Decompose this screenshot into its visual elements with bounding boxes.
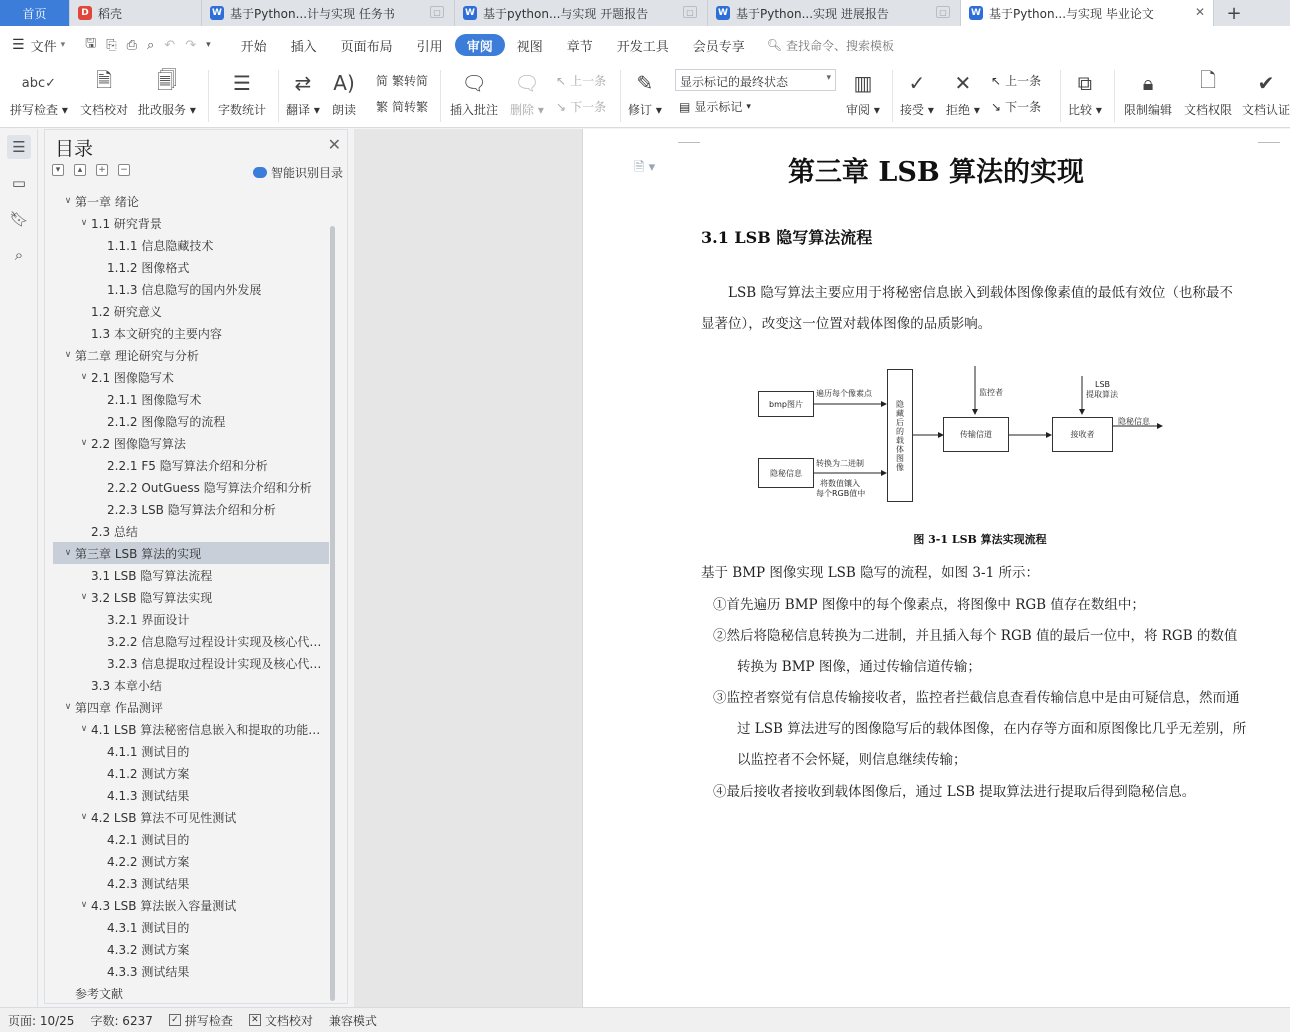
word-doc-icon: W bbox=[463, 6, 477, 20]
collapse-all-icon[interactable]: ▾ bbox=[52, 164, 64, 176]
markup-state-select[interactable] bbox=[675, 69, 836, 91]
toc-item[interactable] bbox=[53, 872, 329, 894]
toc-item-label: 第三章 LSB 算法的实现 bbox=[75, 546, 202, 561]
trad-to-simp-button[interactable] bbox=[376, 72, 428, 89]
simp-trad-icon: 繁 bbox=[376, 100, 389, 114]
toc-item[interactable] bbox=[53, 652, 329, 674]
menu-references[interactable]: 引用 bbox=[416, 39, 443, 55]
toc-item-label: 1.1 研究背景 bbox=[91, 216, 162, 231]
figure-caption[interactable]: 图 3-1 LSB 算法实现流程 bbox=[913, 533, 1047, 546]
toc-item[interactable] bbox=[53, 432, 329, 454]
robot-icon bbox=[253, 167, 267, 178]
expand-chevron-icon[interactable]: ∨ bbox=[80, 438, 88, 448]
traverse-label: 遍历每个像素点 bbox=[816, 389, 872, 398]
expand-chevron-icon[interactable]: ∨ bbox=[80, 592, 88, 602]
doc-rights-icon: 🗋 bbox=[1199, 68, 1217, 92]
print-preview-icon[interactable]: ⌕ bbox=[147, 37, 155, 53]
toc-item[interactable] bbox=[53, 982, 329, 1004]
command-search[interactable] bbox=[767, 37, 894, 54]
trad-to-simp-label: 繁转简 bbox=[392, 74, 429, 88]
toc-item[interactable] bbox=[53, 718, 329, 740]
toc-item-label: 3.3 本章小结 bbox=[91, 678, 162, 693]
quick-access-toolbar bbox=[85, 34, 211, 56]
customize-icon[interactable]: ▾ bbox=[206, 40, 211, 50]
toc-item-label: 1.1.2 图像格式 bbox=[107, 260, 190, 275]
toc-item-label: 第一章 绪论 bbox=[75, 194, 139, 209]
word-doc-icon: W bbox=[716, 6, 730, 20]
tab-label: 基于Python...计与实现 任务书 bbox=[230, 6, 395, 21]
toc-tools bbox=[52, 164, 130, 176]
comment-add-icon: 🗨 bbox=[461, 71, 487, 95]
toc-item[interactable] bbox=[53, 828, 329, 850]
lsb-label: LSB bbox=[1095, 380, 1111, 389]
prev-comment-label: 上一条 bbox=[570, 74, 607, 88]
bookmark-icon[interactable]: 🔖︎ bbox=[9, 210, 29, 228]
word-count-label: 字数统计 bbox=[218, 103, 267, 117]
status-bar bbox=[0, 1007, 1290, 1032]
spell-check-toggle[interactable] bbox=[169, 1012, 233, 1029]
next-comment-icon: ↘ bbox=[556, 99, 567, 114]
toc-item-label: 1.1.3 信息隐写的国内外发展 bbox=[107, 282, 262, 297]
close-icon[interactable]: ✕ bbox=[1194, 5, 1205, 19]
toc-item[interactable] bbox=[53, 520, 329, 542]
lock-doc-icon: 🔒︎ bbox=[1142, 71, 1154, 95]
review-pane-icon: ▥ bbox=[853, 71, 873, 95]
markup-state-value: 显示标记的最终状态 bbox=[680, 75, 789, 89]
insert-comment-label: 插入批注 bbox=[450, 103, 499, 117]
menu-start[interactable]: 开始 bbox=[240, 39, 267, 55]
read-aloud-icon: A) bbox=[333, 71, 355, 95]
toc-item[interactable] bbox=[53, 894, 329, 916]
trad-simp-icon: 简 bbox=[376, 74, 389, 88]
toc-item-label: 4.2.2 测试方案 bbox=[107, 854, 190, 869]
word-count-icon: ☰ bbox=[233, 71, 251, 95]
restrict-edit-label: 限制编辑 bbox=[1124, 103, 1173, 117]
toc-item[interactable] bbox=[53, 608, 329, 630]
prev-change-button[interactable] bbox=[991, 72, 1041, 89]
toc-item[interactable] bbox=[53, 212, 329, 234]
toc-item-label: 4.1.2 测试方案 bbox=[107, 766, 190, 781]
toc-item-label: 4.1 LSB 算法秘密信息嵌入和提取的功能… bbox=[91, 722, 321, 737]
toc-item-label: 2.2 图像隐写算法 bbox=[91, 436, 186, 451]
page-options-icon[interactable]: 🗎 ▾ bbox=[634, 160, 656, 175]
page-indicator[interactable]: 页面: 10/25 bbox=[8, 1013, 75, 1028]
toc-item-label: 4.3 LSB 算法嵌入容量测试 bbox=[91, 898, 237, 913]
doc-cert-icon: ✔ bbox=[1257, 71, 1275, 95]
toc-item-label: 4.2.1 测试目的 bbox=[107, 832, 190, 847]
close-icon[interactable]: ✕ bbox=[327, 135, 341, 154]
extract-algo-label: 提取算法 bbox=[1086, 390, 1118, 399]
expand-chevron-icon[interactable]: ∨ bbox=[64, 548, 72, 558]
next-change-label: 下一条 bbox=[1005, 100, 1042, 114]
doc-proof-status-label: 文档校对 bbox=[264, 1013, 313, 1028]
toc-title: 目录 bbox=[55, 138, 94, 160]
redo-icon[interactable]: ↷ bbox=[185, 37, 197, 53]
toc-item-label: 4.3.2 测试方案 bbox=[107, 942, 190, 957]
toc-item[interactable] bbox=[53, 674, 329, 696]
tab-label: 基于Python...与实现 毕业论文 bbox=[989, 6, 1154, 21]
menu-page-layout[interactable]: 页面布局 bbox=[340, 39, 393, 55]
expand-chevron-icon[interactable]: ∨ bbox=[80, 724, 88, 734]
expand-chevron-icon[interactable]: ∨ bbox=[80, 218, 88, 228]
margin-mark bbox=[678, 142, 700, 143]
tab-label: 基于python...与实现 开题报告 bbox=[483, 6, 649, 21]
simp-to-trad-label: 简转繁 bbox=[392, 100, 429, 114]
search-icon[interactable]: ⌕ bbox=[14, 246, 24, 264]
expand-chevron-icon[interactable]: ∨ bbox=[80, 812, 88, 822]
toc-item[interactable] bbox=[53, 960, 329, 982]
chapter-heading[interactable]: 第三章 LSB 算法的实现 bbox=[787, 157, 1085, 188]
translate-button[interactable]: ⇄ 翻译 ▾ bbox=[286, 68, 320, 118]
expand-chevron-icon[interactable]: ∨ bbox=[80, 372, 88, 382]
step-3-line-cont[interactable]: 以监控者不会怀疑，则信息继续传输； bbox=[737, 752, 967, 768]
doc-cert-label: 文档认证 bbox=[1242, 103, 1290, 117]
spell-check-button[interactable]: abc✓ 拼写检查 ▾ bbox=[10, 68, 68, 118]
toc-item-label: 3.2.1 界面设计 bbox=[107, 612, 190, 627]
toc-item-label: 3.1 LSB 隐写算法流程 bbox=[91, 568, 213, 583]
tab-close-icon[interactable]: ▢ bbox=[430, 6, 444, 18]
word-doc-icon: W bbox=[210, 6, 224, 20]
toc-item-label: 3.2.2 信息隐写过程设计实现及核心代… bbox=[107, 634, 322, 649]
chevron-down-icon: ▾ bbox=[746, 101, 751, 112]
toc-item-label: 4.2 LSB 算法不可见性测试 bbox=[91, 810, 237, 825]
step-3-line[interactable]: ③监控者察觉有信息传输接收者，监控者拦截信息查看传输信息中是由可疑信息，然而通 bbox=[713, 690, 1240, 706]
toc-item-label: 2.3 总结 bbox=[91, 524, 138, 539]
delete-comment-label: 删除 bbox=[510, 103, 535, 117]
toc-item[interactable] bbox=[53, 454, 329, 476]
toc-item[interactable] bbox=[53, 410, 329, 432]
stego-image-box: 隐藏后的载体图像 bbox=[887, 369, 913, 502]
toc-item[interactable] bbox=[53, 476, 329, 498]
print-icon[interactable]: ⎙ bbox=[126, 37, 137, 53]
section-heading[interactable]: 3.1 LSB 隐写算法流程 bbox=[701, 228, 873, 247]
toc-item[interactable] bbox=[53, 234, 329, 256]
reject-button[interactable]: ✕ 拒绝 ▾ bbox=[946, 68, 980, 118]
insert-comment-button[interactable] bbox=[450, 68, 498, 118]
embed-label-line1: 将数值镶入 bbox=[820, 479, 860, 488]
ribbon-divider bbox=[278, 70, 279, 122]
ribbon-divider bbox=[1060, 70, 1061, 122]
toc-item-label: 3.2 LSB 隐写算法实现 bbox=[91, 590, 213, 605]
ribbon-divider bbox=[440, 70, 441, 122]
lsb-flow-diagram[interactable] bbox=[750, 360, 1170, 510]
toc-item-label: 2.2.1 F5 隐写算法介绍和分析 bbox=[107, 458, 268, 473]
toc-icon[interactable]: ☰ bbox=[7, 135, 31, 159]
menu-developer[interactable]: 开发工具 bbox=[616, 39, 669, 55]
toc-item-label: 第二章 理论研究与分析 bbox=[75, 348, 199, 363]
monitor-label: 监控者 bbox=[979, 388, 1003, 397]
compare-icon: ⧉ bbox=[1077, 71, 1093, 95]
smart-toc-button[interactable] bbox=[253, 164, 343, 181]
ribbon-divider bbox=[1114, 70, 1115, 122]
expand-chevron-icon[interactable]: ∨ bbox=[80, 900, 88, 910]
toc-item[interactable] bbox=[53, 806, 329, 828]
doc-proof-icon: 🗎 bbox=[95, 68, 113, 92]
toc-item-label: 1.2 研究意义 bbox=[91, 304, 162, 319]
step-2-line-cont[interactable]: 转换为 BMP 图像，通过传输信道传输； bbox=[737, 659, 981, 675]
translate-icon: ⇄ bbox=[294, 71, 312, 95]
toc-item[interactable] bbox=[53, 564, 329, 586]
toc-item-label: 3.2.3 信息提取过程设计实现及核心代… bbox=[107, 656, 322, 671]
search-icon: 🔍︎ bbox=[766, 38, 782, 52]
next-comment-label: 下一条 bbox=[570, 100, 607, 114]
secret-info-box: 隐秘信息 bbox=[758, 458, 814, 488]
prev-comment-button[interactable] bbox=[556, 72, 606, 89]
expand-chevron-icon[interactable]: ∨ bbox=[64, 350, 72, 360]
toc-item[interactable] bbox=[53, 630, 329, 652]
prev-comment-icon: ↖ bbox=[556, 73, 567, 88]
doc-rights-button[interactable] bbox=[1184, 68, 1232, 118]
read-aloud-label: 朗读 bbox=[332, 103, 357, 117]
toc-item[interactable] bbox=[53, 300, 329, 322]
checkbox-icon: ✓ bbox=[169, 1014, 181, 1026]
comment-delete-icon: 🗨 bbox=[514, 71, 540, 95]
export-icon[interactable]: ⎘ bbox=[106, 37, 117, 53]
doc-proof-button[interactable] bbox=[80, 68, 128, 118]
checkbox-icon: ✕ bbox=[249, 1014, 261, 1026]
toc-item[interactable] bbox=[53, 740, 329, 762]
smart-toc-label: 智能识别目录 bbox=[270, 166, 343, 180]
chevron-down-icon: ▾ bbox=[60, 40, 66, 50]
toc-pane bbox=[44, 129, 348, 1004]
chapter-nav-icon[interactable]: ▭ bbox=[11, 174, 27, 192]
compare-button[interactable]: ⧉ 比较 ▾ bbox=[1068, 68, 1102, 118]
tab-home[interactable] bbox=[0, 0, 70, 26]
step-1-line[interactable]: ①首先遍历 BMP 图像中的每个像素点，将图像中 RGB 值存在数组中； bbox=[713, 597, 1145, 613]
toc-item-label: 2.1 图像隐写术 bbox=[91, 370, 174, 385]
track-changes-icon: ✎ bbox=[636, 71, 654, 95]
toc-item-label: 4.3.1 测试目的 bbox=[107, 920, 190, 935]
embed-label-line2: 每个RGB值中 bbox=[816, 489, 866, 498]
accept-label: 接受 bbox=[900, 103, 925, 117]
review-pane-button[interactable]: ▥ 审阅 ▾ bbox=[846, 68, 880, 118]
channel-box: 传输信道 bbox=[943, 417, 1009, 452]
toc-item[interactable] bbox=[53, 916, 329, 938]
tab-bar bbox=[0, 0, 1290, 26]
word-doc-icon: W bbox=[969, 6, 983, 20]
toc-list bbox=[53, 190, 329, 1004]
toc-item[interactable] bbox=[53, 190, 329, 212]
toc-item-label: 2.1.2 图像隐写的流程 bbox=[107, 414, 226, 429]
tab-proposal[interactable] bbox=[455, 0, 708, 26]
hidden-info-label: 隐秘信息 bbox=[1118, 417, 1150, 426]
toc-item-label: 第四章 作品测评 bbox=[75, 700, 163, 715]
bmp-image-box: bmp图片 bbox=[758, 391, 814, 417]
tab-label: 基于Python...实现 进展报告 bbox=[736, 6, 889, 21]
toc-item[interactable] bbox=[53, 344, 329, 366]
tab-label: 稻壳 bbox=[98, 6, 123, 21]
menu-bar bbox=[0, 26, 1290, 64]
tab-close-icon[interactable]: ▢ bbox=[683, 6, 697, 18]
tab-docer[interactable] bbox=[70, 0, 202, 26]
accept-button[interactable]: ✓ 接受 ▾ bbox=[900, 68, 934, 118]
docer-logo-icon: D bbox=[78, 6, 92, 20]
toc-item[interactable] bbox=[53, 542, 329, 564]
translate-label: 翻译 bbox=[286, 103, 311, 117]
menu-member[interactable]: 会员专享 bbox=[692, 39, 745, 55]
toc-item[interactable] bbox=[53, 762, 329, 784]
toc-item-label: 1.3 本文研究的主要内容 bbox=[91, 326, 222, 341]
toc-item-label: 4.1.1 测试目的 bbox=[107, 744, 190, 759]
toc-item[interactable] bbox=[53, 498, 329, 520]
word-count-button[interactable] bbox=[218, 68, 266, 118]
spell-check-status-label: 拼写检查 bbox=[184, 1013, 233, 1028]
toc-item[interactable] bbox=[53, 366, 329, 388]
toc-item[interactable] bbox=[53, 938, 329, 960]
side-rail bbox=[0, 129, 38, 1007]
hamburger-icon: ☰ bbox=[12, 37, 25, 53]
track-changes-button[interactable]: ✎ 修订 ▾ bbox=[628, 68, 662, 118]
step-3-line-cont[interactable]: 过 LSB 算法进写的图像隐写后的载体图像，在内存等方面和原图像比几乎无差别，所 bbox=[737, 721, 1247, 737]
expand-all-icon[interactable]: ▴ bbox=[74, 164, 86, 176]
receiver-box: 接收者 bbox=[1052, 417, 1113, 452]
compat-mode-indicator: 兼容模式 bbox=[328, 1013, 377, 1028]
doc-rights-label: 文档权限 bbox=[1184, 103, 1233, 117]
read-aloud-button[interactable] bbox=[332, 68, 356, 118]
toc-item-label: 参考文献 bbox=[75, 986, 124, 1001]
step-2-line[interactable]: ②然后将隐秘信息转换为二进制，并且插入每个 RGB 值的最后一位中，将 RGB 的数值 bbox=[713, 628, 1238, 644]
menu-review[interactable]: 审阅 bbox=[455, 34, 505, 56]
reject-icon: ✕ bbox=[954, 71, 972, 95]
next-comment-button[interactable] bbox=[556, 98, 606, 115]
toc-item[interactable] bbox=[53, 322, 329, 344]
simp-to-trad-button[interactable] bbox=[376, 98, 428, 115]
toc-scrollbar[interactable] bbox=[330, 226, 335, 1001]
batch-service-label: 批改服务 bbox=[138, 103, 187, 117]
spell-check-icon: abc✓ bbox=[21, 75, 57, 91]
paragraph-line[interactable]: 基于 BMP 图像实现 LSB 隐写的流程，如图 3-1 所示： bbox=[701, 565, 1039, 581]
ribbon-divider bbox=[208, 70, 209, 122]
batch-service-icon: 🗐 bbox=[156, 68, 177, 92]
doc-proof-label: 文档校对 bbox=[80, 103, 129, 117]
accept-icon: ✓ bbox=[908, 71, 926, 95]
show-markup-icon: ▤ bbox=[679, 99, 691, 114]
file-menu[interactable] bbox=[0, 36, 73, 55]
new-tab-button[interactable]: + bbox=[1226, 2, 1242, 24]
chevron-down-icon: ▾ bbox=[826, 73, 831, 83]
toc-item[interactable] bbox=[53, 696, 329, 718]
toc-item[interactable] bbox=[53, 278, 329, 300]
toc-item[interactable] bbox=[53, 256, 329, 278]
to-binary-label: 转换为二进制 bbox=[816, 459, 864, 468]
toc-item[interactable] bbox=[53, 586, 329, 608]
paragraph-line[interactable]: LSB 隐写算法主要应用于将秘密信息嵌入到载体图像像素值的最低有效位（也称最不 bbox=[728, 285, 1233, 301]
toc-item[interactable] bbox=[53, 388, 329, 410]
prev-change-label: 上一条 bbox=[1005, 74, 1042, 88]
command-search-placeholder: 查找命令、搜索模板 bbox=[786, 38, 895, 53]
doc-proof-toggle[interactable] bbox=[249, 1012, 313, 1029]
expand-chevron-icon[interactable]: ∨ bbox=[64, 702, 72, 712]
tab-task-book[interactable] bbox=[202, 0, 455, 26]
toc-item[interactable] bbox=[53, 850, 329, 872]
toc-item-label: 4.1.3 测试结果 bbox=[107, 788, 190, 803]
toc-item-label: 2.1.1 图像隐写术 bbox=[107, 392, 202, 407]
menu-insert[interactable]: 插入 bbox=[290, 39, 317, 55]
add-heading-icon[interactable]: + bbox=[96, 164, 108, 176]
tab-close-icon[interactable]: ▢ bbox=[936, 6, 950, 18]
spell-check-label: 拼写检查 bbox=[10, 103, 59, 117]
save-icon[interactable]: 🖫 bbox=[85, 36, 97, 51]
toc-item-label: 4.3.3 测试结果 bbox=[107, 964, 190, 979]
prev-change-icon: ↖ bbox=[991, 73, 1002, 88]
remove-heading-icon[interactable]: − bbox=[118, 164, 130, 176]
toc-item-label: 1.1.1 信息隐藏技术 bbox=[107, 238, 214, 253]
toc-item-label: 2.2.3 LSB 隐写算法介绍和分析 bbox=[107, 502, 276, 517]
toc-item-label: 2.2.2 OutGuess 隐写算法介绍和分析 bbox=[107, 480, 312, 495]
file-menu-label: 文件 bbox=[30, 39, 57, 55]
tab-label: 首页 bbox=[22, 6, 47, 21]
step-4-line[interactable]: ④最后接收者接收到载体图像后，通过 LSB 提取算法进行提取后得到隐秘信息。 bbox=[713, 784, 1196, 800]
review-pane-label: 审阅 bbox=[846, 103, 871, 117]
delete-comment-button[interactable]: 🗨 删除 ▾ bbox=[510, 68, 544, 118]
doc-cert-button[interactable] bbox=[1242, 68, 1290, 118]
ribbon-divider bbox=[892, 70, 893, 122]
next-change-icon: ↘ bbox=[991, 99, 1002, 114]
reject-label: 拒绝 bbox=[946, 103, 971, 117]
review-ribbon bbox=[0, 64, 1290, 128]
menu-chapter[interactable]: 章节 bbox=[566, 39, 593, 55]
ribbon-divider bbox=[620, 70, 621, 122]
word-count-indicator[interactable]: 字数: 6237 bbox=[90, 1013, 153, 1028]
compare-label: 比较 bbox=[1068, 103, 1093, 117]
paragraph-line[interactable]: 显著位），改变这一位置对载体图像的品质影响。 bbox=[701, 316, 992, 332]
toc-item[interactable] bbox=[53, 784, 329, 806]
toc-item-label: 4.2.3 测试结果 bbox=[107, 876, 190, 891]
undo-icon[interactable]: ↶ bbox=[164, 37, 176, 53]
track-changes-label: 修订 bbox=[628, 103, 653, 117]
show-markup-button[interactable] bbox=[679, 98, 751, 115]
batch-service-button[interactable]: 🗐 批改服务 ▾ bbox=[138, 68, 196, 117]
tab-progress-report[interactable] bbox=[708, 0, 961, 26]
tab-thesis[interactable] bbox=[961, 0, 1214, 26]
margin-mark bbox=[1258, 142, 1280, 143]
expand-chevron-icon[interactable]: ∨ bbox=[64, 196, 72, 206]
menu-view[interactable]: 视图 bbox=[516, 39, 543, 55]
restrict-edit-button[interactable] bbox=[1124, 68, 1172, 118]
next-change-button[interactable] bbox=[991, 98, 1041, 115]
show-markup-label: 显示标记 bbox=[694, 100, 743, 114]
